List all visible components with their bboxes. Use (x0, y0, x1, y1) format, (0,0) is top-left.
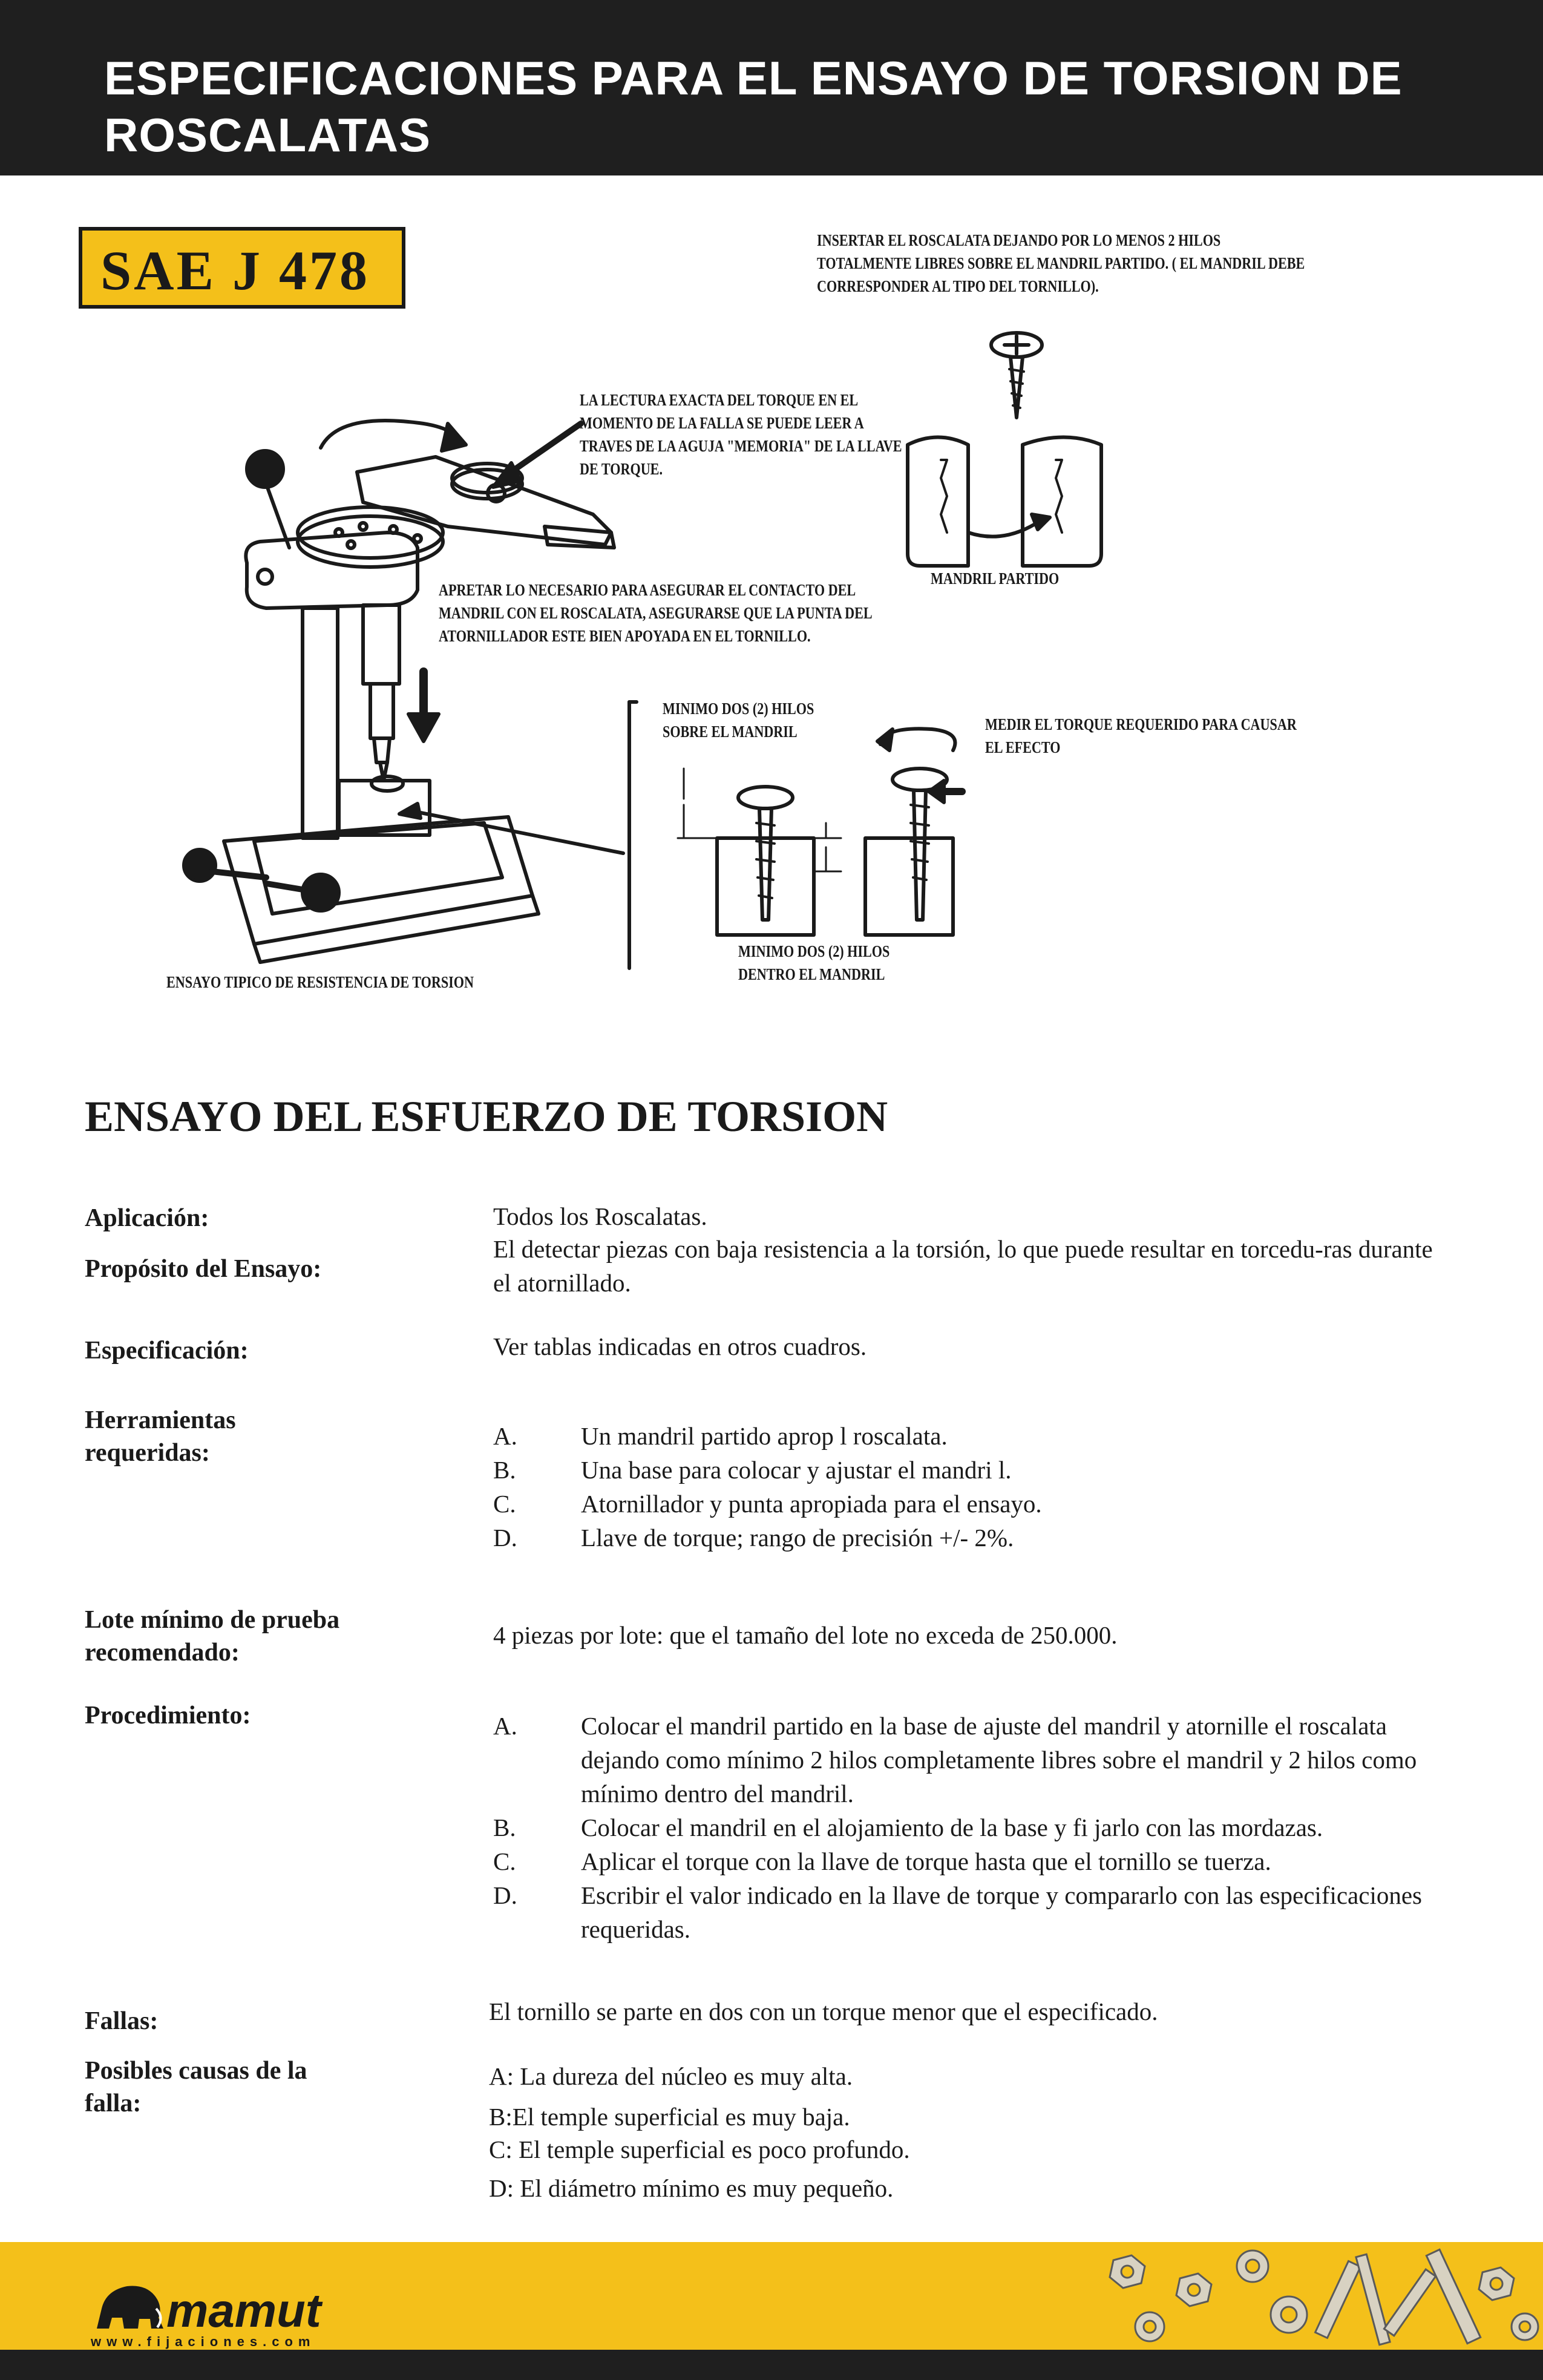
herramientas-label: Herramientas requeridas: (85, 1406, 236, 1467)
note-min-inside: MINIMO DOS (2) HILOS DENTRO EL MANDRIL (738, 942, 890, 983)
brand-url: www.fijaciones.com (91, 2334, 316, 2349)
screw-left (738, 787, 793, 808)
brand-logo: mamut (166, 2284, 321, 2337)
chuck-arrow (968, 520, 1041, 537)
section-title: ENSAYO DEL ESFUERZO DE TORSION (85, 1092, 888, 1141)
mammoth-logo-icon (91, 2275, 166, 2333)
causas-item-c: C: El temple superficial es poco profundo. (489, 2136, 910, 2163)
note-min-above: MINIMO DOS (2) HILOS SOBRE EL MANDRIL (663, 700, 814, 741)
proposito-label: Propósito del Ensayo: (85, 1255, 322, 1283)
spindle (363, 605, 399, 684)
vise-knob-left (184, 850, 215, 881)
note-tighten: APRETAR LO NECESARIO PARA ASEGURAR EL CONTACTO DEL MANDRIL CON EL ROSCALATA, ASEGURARSE QUE LA PUNTA DEL ATORNILLADOR ESTE BIEN APOYADA EN EL TORNILLO. (439, 581, 872, 645)
footer-bar (0, 2350, 1543, 2380)
aplicacion-value: Todos los Roscalatas. (493, 1202, 707, 1230)
list-item: D. Escribir el valor indicado en la llave de torque y compararlo con las especificaciones requeridas. (493, 1881, 1422, 1943)
fallas-label: Fallas: (85, 2007, 159, 2035)
procedimiento-label: Procedimiento: (85, 1702, 251, 1729)
vise-knob-right (303, 874, 339, 911)
list-item: B. Una base para colocar y ajustar el mandri l. (493, 1456, 1012, 1484)
list-item: C. Atornillador y punta apropiada para el ensayo. (493, 1490, 1042, 1518)
press-column (303, 608, 338, 838)
note-insert: INSERTAR EL ROSCALATA DEJANDO POR LO MENOS 2 HILOS TOTALMENTE LIBRES SOBRE EL MANDRIL PARTIDO. ( EL MANDRIL DEBE CORRESPONDER AL TIPO DEL TORNILLO). (817, 231, 1305, 295)
list-item: A. Colocar el mandril partido en la base de ajuste del mandril y atornille el roscalata dejando como mínimo 2 hilos completamente libres sobre el mandril y 2 hilos como mínimo dentro del mandril. (493, 1712, 1417, 1808)
fallas-value: El tornillo se parte en dos con un torque menor que el especificado. (489, 1998, 1158, 2025)
standard-label: SAE J 478 (100, 240, 370, 301)
list-item: C. Aplicar el torque con la llave de torque hasta que el tornillo se tuerza. (493, 1847, 1271, 1875)
press-head (246, 533, 418, 608)
causas-item-a: A: La dureza del núcleo es muy alta. (489, 2062, 853, 2090)
causas-item-d: D: El diámetro mínimo es muy pequeño. (489, 2174, 894, 2202)
herramientas-list (493, 1419, 1437, 1555)
hardware-decoration (1089, 2242, 1543, 2351)
causas-label: Posibles causas de la falla: (85, 2057, 307, 2117)
diagram-caption: ENSAYO TIPICO DE RESISTENCIA DE TORSION (166, 973, 474, 991)
especificacion-value: Ver tablas indicadas en otros cuadros. (493, 1333, 867, 1360)
list-item: A. Un mandril partido aprop l roscalata. (493, 1422, 948, 1450)
note-measure: MEDIR EL TORQUE REQUERIDO PARA CAUSAR EL EFECTO (985, 715, 1297, 756)
causas-item-b: B:El temple superficial es muy baja. (489, 2103, 850, 2131)
list-item: B. Colocar el mandril en el alojamiento de la base y fi jarlo con las mordazas. (493, 1814, 1323, 1841)
split-chuck (908, 438, 968, 566)
page-title: ESPECIFICACIONES PARA EL ENSAYO DE TORSION DE ROSCALATAS (104, 51, 1403, 162)
lote-value: 4 piezas por lote: que el tamaño del lote no exceda de 250.000. (493, 1621, 1118, 1649)
wrench-rotation-arrow (321, 421, 460, 448)
lever-knob (247, 451, 283, 487)
list-item: D. Llave de torque; rango de precisión +/- 2%. (493, 1524, 1014, 1552)
proposito-value: El detectar piezas con baja resistencia a la torsión, lo que puede resultar en torcedu-ras durante el atornillado. (493, 1235, 1433, 1297)
aplicacion-label: Aplicación: (85, 1204, 209, 1232)
especificacion-label: Especificación: (85, 1337, 249, 1365)
lote-label: Lote mínimo de prueba recomendado: (85, 1606, 340, 1667)
note-split-chuck: MANDRIL PARTIDO (931, 569, 1060, 588)
procedimiento-list (493, 1709, 1437, 1946)
note-reading: LA LECTURA EXACTA DEL TORQUE EN EL MOMENTO DE LA FALLA SE PUEDE LEER A TRAVES DE LA AGUJA "MEMORIA" DE LA LLAVE DE TORQUE. (580, 391, 902, 478)
torsion-test-illustration (0, 0, 1543, 1029)
